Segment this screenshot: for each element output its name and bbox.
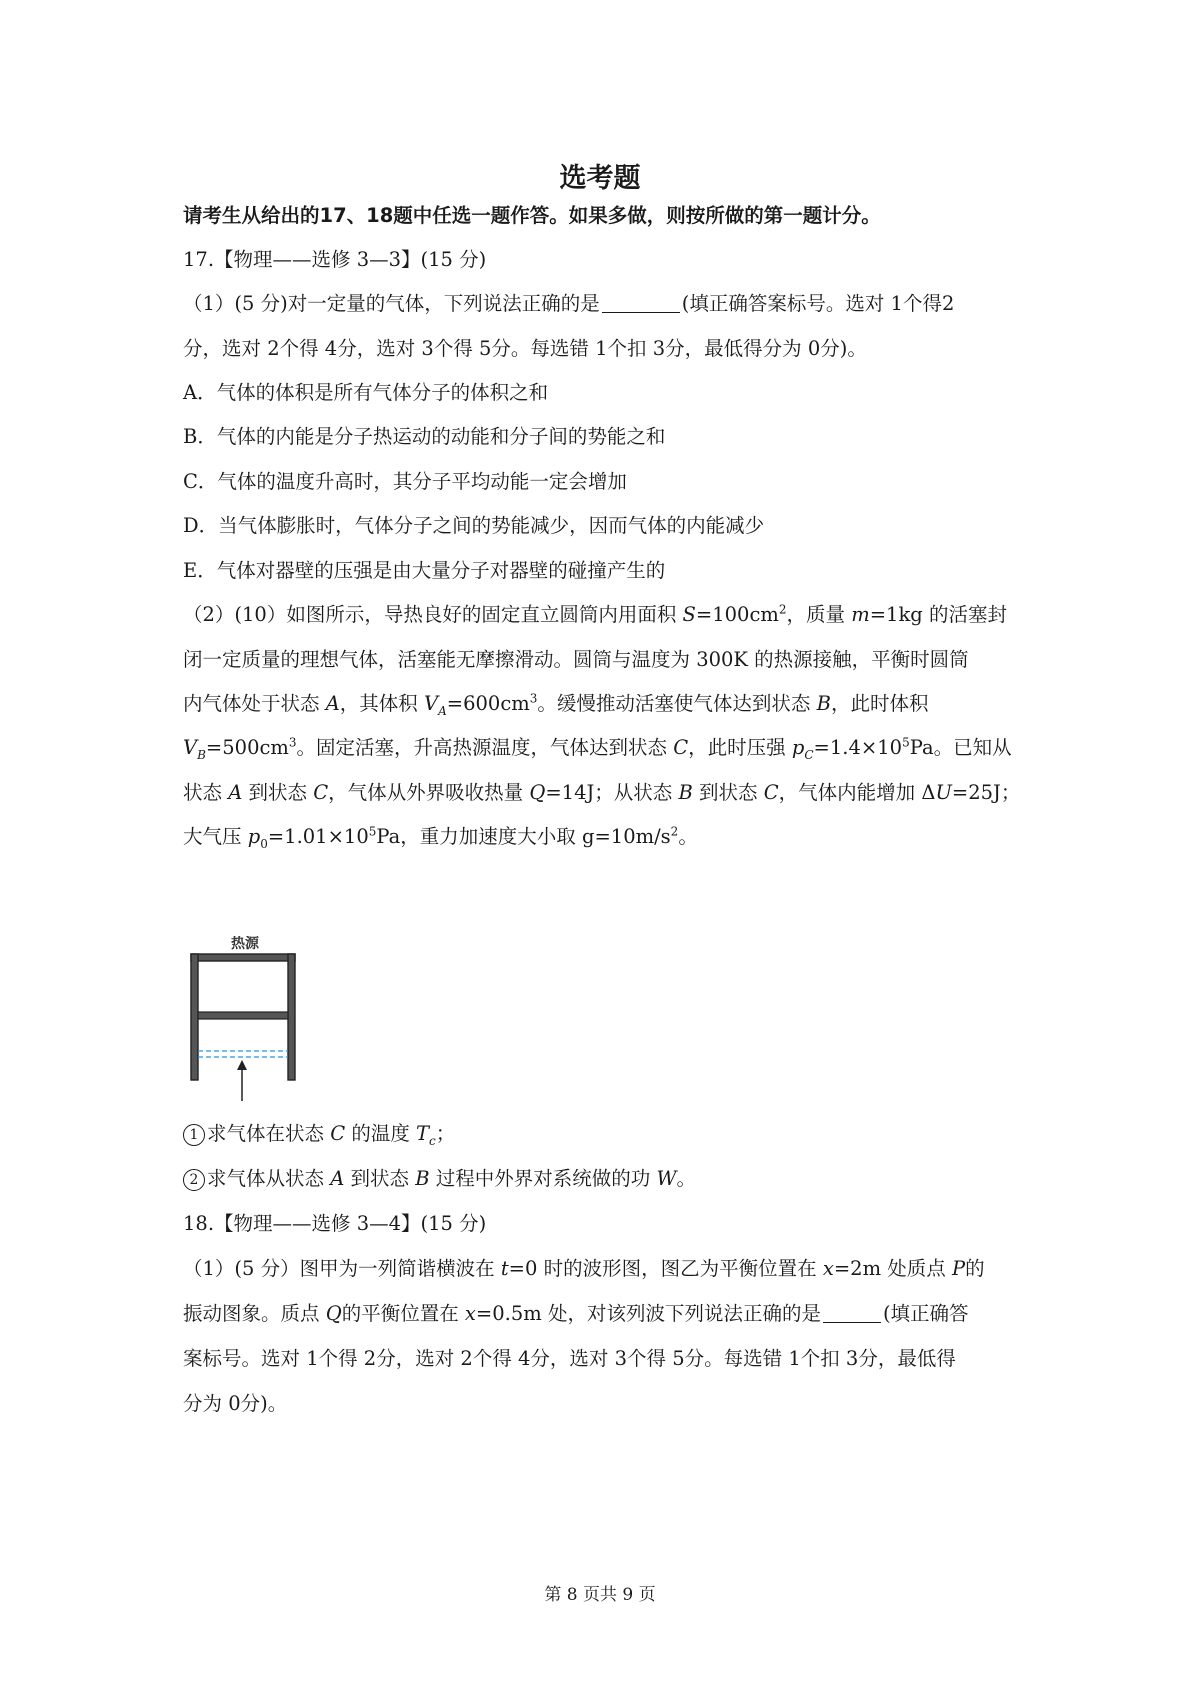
instruction: 请考生从给出的17、18题中任选一题作答。如果多做，则按所做的第一题计分。 — [183, 204, 881, 227]
q17-part1-line1: （1）(5 分)对一定量的气体，下列说法正确的是 (填正确答案标号。选对 1个得2 — [183, 292, 955, 315]
q18-line3: 案标号。选对 1个得 2分，选对 2个得 4分，选对 3个得 5分。每选错 1个扣 3分，最低得 — [183, 1347, 956, 1370]
q17-sub1: 1 求气体在状态 C 的温度 $T_c$； — [183, 1119, 455, 1149]
q17-part2-line3: 内气体处于状态 A，其体积 $V_A=600cm^3$。缓慢推动活塞使气体达到状态 B，此时体积 — [183, 691, 929, 718]
q17-sub2: 2 求气体从状态 A 到状态 B 过程中外界对系统做的功 W。 — [183, 1164, 696, 1194]
option-a: A．气体的体积是所有气体分子的体积之和 — [183, 381, 549, 404]
option-b: B．气体的内能是分子热运动的动能和分子间的势能之和 — [183, 425, 666, 448]
push-arrow-head — [237, 1060, 247, 1070]
circled-number-1: 1 — [183, 1124, 205, 1146]
answer-blank[interactable] — [602, 292, 680, 313]
option-c: C．气体的温度升高时，其分子平均动能一定会增加 — [183, 470, 627, 493]
piston — [198, 1012, 288, 1019]
q18-line4: 分为 0分)。 — [183, 1392, 288, 1415]
q17-part2-line5: 状态 A 到状态 C，气体从外界吸收热量 Q=14J；从状态 B 到状态 C，气体内能增加 ΔU=25J； — [183, 781, 1021, 804]
q17-part1-line2: 分，选对 2个得 4分，选对 3个得 5分。每选错 1个扣 3分，最低得分为 0分)。 — [183, 337, 867, 360]
cylinder-left-wall — [191, 954, 198, 1080]
page-footer: 第 8 页共 9 页 — [544, 1585, 656, 1605]
circled-number-2: 2 — [183, 1169, 205, 1191]
page-title: 选考题 — [559, 163, 641, 194]
q17-part2-line1: （2）(10）如图所示，导热良好的固定直立圆筒内用面积 $S=100cm^2$，质量 m=1kg 的活塞封 — [183, 602, 1007, 626]
heat-source-top — [191, 954, 295, 961]
option-d: D．当气体膨胀时，气体分子之间的势能减少，因而气体的内能减少 — [183, 514, 765, 537]
answer-blank-q18[interactable] — [823, 1302, 881, 1323]
cylinder-right-wall — [288, 954, 295, 1080]
q17-part2-line4: $V_B=500cm^3$。固定活塞，升高热源温度，气体达到状态 C，此时压强 $p_C=1.4\times 10^5Pa$。已知从 — [183, 735, 1012, 762]
q17-part2-line2: 闭一定质量的理想气体，活塞能无摩擦滑动。圆筒与温度为 300K 的热源接触，平衡时圆筒 — [183, 648, 969, 671]
q17-part2-line6: 大气压 $p_0=1.01\times 10^5Pa$，重力加速度大小取 $g=10m/s^2$。 — [183, 824, 698, 851]
q18-line2: 振动图象。质点 Q的平衡位置在 x=0.5m 处，对该列波下列说法正确的是 (填正确答 — [183, 1302, 969, 1325]
q18-header: 18.【物理——选修 3—4】(15 分) — [183, 1212, 487, 1235]
option-e: E．气体对器壁的压强是由大量分子对器壁的碰撞产生的 — [183, 559, 666, 582]
heat-source-label: 热源 — [231, 936, 259, 952]
cylinder-figure — [185, 936, 305, 1105]
q18-line1: （1）(5 分）图甲为一列简谐横波在 t=0 时的波形图，图乙为平衡位置在 x=2m 处质点 P的 — [183, 1257, 985, 1280]
cylinder-diagram — [185, 936, 305, 1101]
q17-header: 17.【物理——选修 3—3】(15 分) — [183, 248, 487, 271]
